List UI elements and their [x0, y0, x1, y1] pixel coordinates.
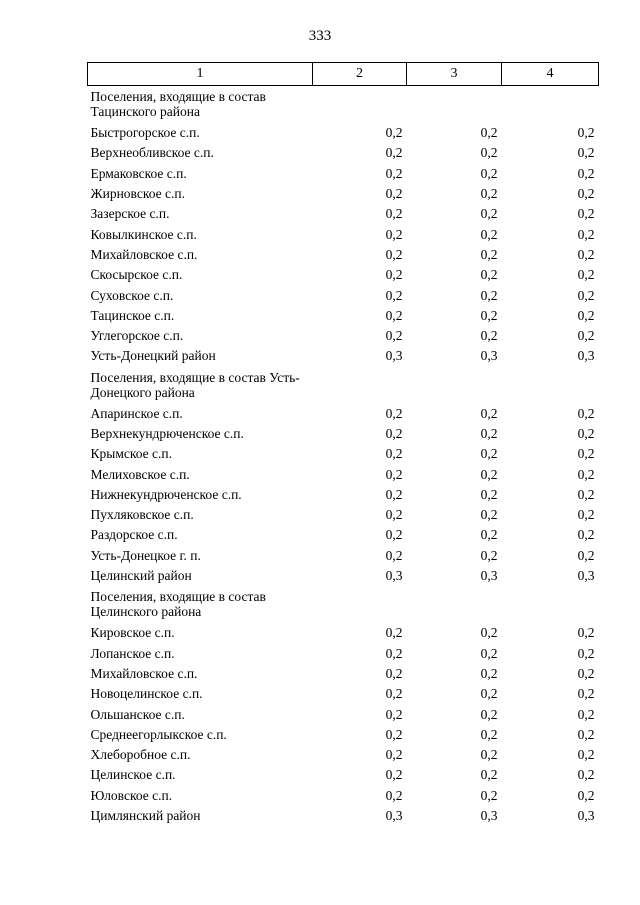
settlement-name: Ковылкинское с.п.: [90, 226, 197, 242]
value-col-2: 0,2: [385, 186, 403, 202]
table-row: [88, 204, 599, 224]
table-row: [88, 224, 599, 244]
settlement-name: Верхнеобливское с.п.: [90, 145, 214, 161]
value-col-4: 0,2: [577, 125, 595, 141]
value-col-4: 0,2: [577, 625, 595, 641]
settlement-name: Целинское с.п.: [90, 767, 176, 783]
settlement-name: Ольшанское с.п.: [90, 706, 185, 722]
table-row: [88, 265, 599, 285]
value-col-4: 0,2: [577, 267, 595, 283]
settlement-name: Суховское с.п.: [90, 287, 174, 303]
value-col-2: 0,2: [385, 645, 403, 661]
value-col-3: 0,2: [480, 665, 498, 681]
value-col-2: 0,2: [385, 747, 403, 763]
settlement-name: Скосырское с.п.: [90, 267, 183, 283]
settlement-name: Раздорское с.п.: [90, 527, 178, 543]
value-col-4: 0,2: [577, 486, 595, 502]
value-col-3: 0,3: [480, 568, 498, 584]
value-col-4: 0,2: [577, 787, 595, 803]
value-col-2: 0,2: [385, 767, 403, 783]
value-col-4: 0,3: [577, 568, 595, 584]
value-col-4: 0,2: [577, 686, 595, 702]
value-col-3: 0,2: [480, 405, 498, 421]
table-row: [88, 184, 599, 204]
value-col-3: 0,2: [480, 226, 498, 242]
value-col-4: 0,2: [577, 165, 595, 181]
value-col-2: 0,2: [385, 706, 403, 722]
value-col-3: 0,2: [480, 165, 498, 181]
value-col-4: 0,2: [577, 206, 595, 222]
value-col-4: 0,2: [577, 426, 595, 441]
value-col-2: 0,2: [385, 507, 403, 523]
value-col-2: 0,2: [385, 466, 403, 482]
value-col-3: 0,2: [480, 145, 498, 161]
settlement-name: Михайловское с.п.: [90, 665, 198, 681]
table-row: [88, 644, 599, 664]
value-col-4: 0,2: [577, 527, 595, 543]
settlement-name: Мелиховское с.п.: [90, 466, 190, 482]
value-col-3: 0,2: [480, 726, 498, 742]
table-row: [88, 566, 599, 586]
value-col-4: 0,2: [577, 747, 595, 763]
settlement-name: Быстрогорское с.п.: [90, 125, 200, 141]
table-row: [88, 623, 599, 643]
value-col-4: 0,2: [577, 665, 595, 681]
value-col-4: 0,2: [577, 226, 595, 242]
settlement-name: Крымское с.п.: [90, 446, 172, 462]
value-col-3: 0,2: [480, 267, 498, 283]
value-col-3: 0,2: [480, 747, 498, 763]
value-col-2: 0,2: [385, 328, 403, 344]
value-col-2: 0,2: [385, 547, 403, 563]
settlement-name: Михайловское с.п.: [90, 246, 198, 262]
value-col-3: [407, 86, 502, 124]
table-row: [88, 704, 599, 724]
value-col-3: 0,3: [480, 808, 498, 824]
settlement-name: Юловское с.п.: [90, 787, 173, 803]
value-col-3: 0,3: [480, 348, 498, 364]
table-row: [88, 525, 599, 545]
header-col-4: 4: [502, 63, 599, 86]
value-col-2: 0,2: [385, 426, 403, 441]
value-col-3: 0,2: [480, 486, 498, 502]
table-row: [88, 164, 599, 184]
value-col-2: 0,2: [385, 625, 403, 641]
settlement-name: Верхнекундрюченское с.п.: [90, 426, 244, 441]
page-number: 333: [308, 28, 332, 44]
header-row: [88, 63, 599, 86]
value-col-3: 0,2: [480, 125, 498, 141]
value-col-3: 0,2: [480, 426, 498, 441]
value-col-3: 0,2: [480, 287, 498, 303]
value-col-3: 0,2: [480, 625, 498, 641]
value-col-3: 0,2: [480, 547, 498, 563]
value-col-3: 0,2: [480, 186, 498, 202]
value-col-2: 0,2: [385, 405, 403, 421]
table-row: [88, 725, 599, 745]
value-col-4: 0,2: [577, 307, 595, 323]
settlement-name: Зазерское с.п.: [90, 206, 170, 222]
settlement-name: Нижнекундрюченское с.п.: [90, 486, 242, 502]
value-col-4: 0,2: [577, 405, 595, 421]
settlement-name: Ермаковское с.п.: [90, 165, 187, 181]
value-col-3: 0,2: [480, 446, 498, 462]
settlement-name: Апаринское с.п.: [90, 405, 183, 421]
settlement-name: Среднеегорлыкское с.п.: [90, 726, 227, 742]
value-col-2: 0,2: [385, 446, 403, 462]
value-col-3: 0,2: [480, 767, 498, 783]
group-header-row: [88, 586, 599, 623]
settlement-name: Цимлянский район: [90, 808, 201, 824]
value-col-3: 0,2: [480, 787, 498, 803]
value-col-3: 0,2: [480, 686, 498, 702]
value-col-4: 0,2: [577, 767, 595, 783]
value-col-2: 0,2: [385, 486, 403, 502]
value-col-2: 0,2: [385, 125, 403, 141]
value-col-2: 0,2: [385, 787, 403, 803]
value-col-3: 0,2: [480, 307, 498, 323]
table-body: [88, 86, 599, 827]
table-row: [88, 306, 599, 326]
table-row: [88, 346, 599, 366]
value-col-4: 0,2: [577, 246, 595, 262]
value-col-3: 0,2: [480, 246, 498, 262]
value-col-2: 0,3: [385, 808, 403, 824]
value-col-4: 0,2: [577, 287, 595, 303]
table-row: [88, 424, 599, 444]
value-col-4: [502, 367, 599, 404]
value-col-4: 0,2: [577, 446, 595, 462]
header-col-1: 1: [88, 63, 313, 86]
value-col-4: 0,2: [577, 186, 595, 202]
value-col-4: 0,2: [577, 507, 595, 523]
value-col-2: 0,2: [385, 686, 403, 702]
settlement-name: Кировское с.п.: [90, 625, 175, 641]
value-col-2: [313, 367, 407, 404]
table-row: [88, 546, 599, 566]
settlement-name: Тацинское с.п.: [90, 307, 175, 323]
settlement-name: Лопанское с.п.: [90, 645, 175, 661]
table-row: [88, 786, 599, 806]
value-col-3: 0,2: [480, 328, 498, 344]
settlement-name: Жирновское с.п.: [90, 186, 185, 202]
value-col-2: 0,2: [385, 226, 403, 242]
value-col-3: 0,2: [480, 466, 498, 482]
table-row: [88, 285, 599, 305]
value-col-2: [313, 86, 407, 124]
settlement-name: Усть-Донецкий район: [90, 348, 216, 364]
value-col-4: [502, 86, 599, 124]
value-col-3: 0,2: [480, 706, 498, 722]
table-row: [88, 684, 599, 704]
value-col-4: 0,3: [577, 348, 595, 364]
value-col-2: [313, 586, 407, 623]
value-col-4: [502, 586, 599, 623]
data-table: [87, 62, 599, 826]
value-col-2: 0,2: [385, 206, 403, 222]
table-row: [88, 485, 599, 505]
value-col-3: 0,2: [480, 645, 498, 661]
table-row: [88, 464, 599, 484]
value-col-2: 0,3: [385, 568, 403, 584]
value-col-2: 0,2: [385, 726, 403, 742]
group-label: Поселения, входящие в состав Тацинского района: [90, 89, 266, 119]
table-row: [88, 505, 599, 525]
value-col-4: 0,2: [577, 328, 595, 344]
table-row: [88, 123, 599, 143]
value-col-2: 0,2: [385, 165, 403, 181]
value-col-4: 0,3: [577, 808, 595, 824]
value-col-2: 0,2: [385, 527, 403, 543]
table-row: [88, 404, 599, 424]
group-header-row: [88, 86, 599, 124]
settlement-name: Углегорское с.п.: [90, 328, 184, 344]
settlement-name: Усть-Донецкое г. п.: [90, 547, 201, 563]
table-row: [88, 444, 599, 464]
value-col-4: 0,2: [577, 145, 595, 161]
group-label: Поселения, входящие в состав Целинского района: [90, 589, 266, 620]
value-col-4: 0,2: [577, 466, 595, 482]
value-col-4: 0,2: [577, 726, 595, 742]
table-row: [88, 143, 599, 163]
value-col-4: 0,2: [577, 706, 595, 722]
value-col-4: 0,2: [577, 547, 595, 563]
value-col-3: 0,2: [480, 206, 498, 222]
value-col-2: 0,2: [385, 267, 403, 283]
table-row: [88, 745, 599, 765]
settlement-name: Целинский район: [90, 568, 192, 584]
value-col-2: 0,2: [385, 665, 403, 681]
value-col-2: 0,2: [385, 307, 403, 323]
table-row: [88, 326, 599, 346]
value-col-2: 0,2: [385, 145, 403, 161]
group-label: Поселения, входящие в состав Усть-Донецкого района: [90, 369, 300, 400]
value-col-3: 0,2: [480, 527, 498, 543]
table-row: [88, 245, 599, 265]
settlement-name: Новоцелинское с.п.: [90, 686, 203, 702]
value-col-3: [407, 586, 502, 623]
value-col-3: 0,2: [480, 507, 498, 523]
header-col-3: 3: [407, 63, 502, 86]
value-col-2: 0,2: [385, 287, 403, 303]
settlement-name: Пухляковское с.п.: [90, 507, 194, 523]
table-row: [88, 664, 599, 684]
settlement-name: Хлеборобное с.п.: [90, 747, 191, 763]
value-col-3: [407, 367, 502, 404]
group-header-row: [88, 367, 599, 404]
header-col-2: 2: [313, 63, 407, 86]
table-row: [88, 806, 599, 826]
value-col-4: 0,2: [577, 645, 595, 661]
value-col-2: 0,3: [385, 348, 403, 364]
table-row: [88, 765, 599, 785]
value-col-2: 0,2: [385, 246, 403, 262]
